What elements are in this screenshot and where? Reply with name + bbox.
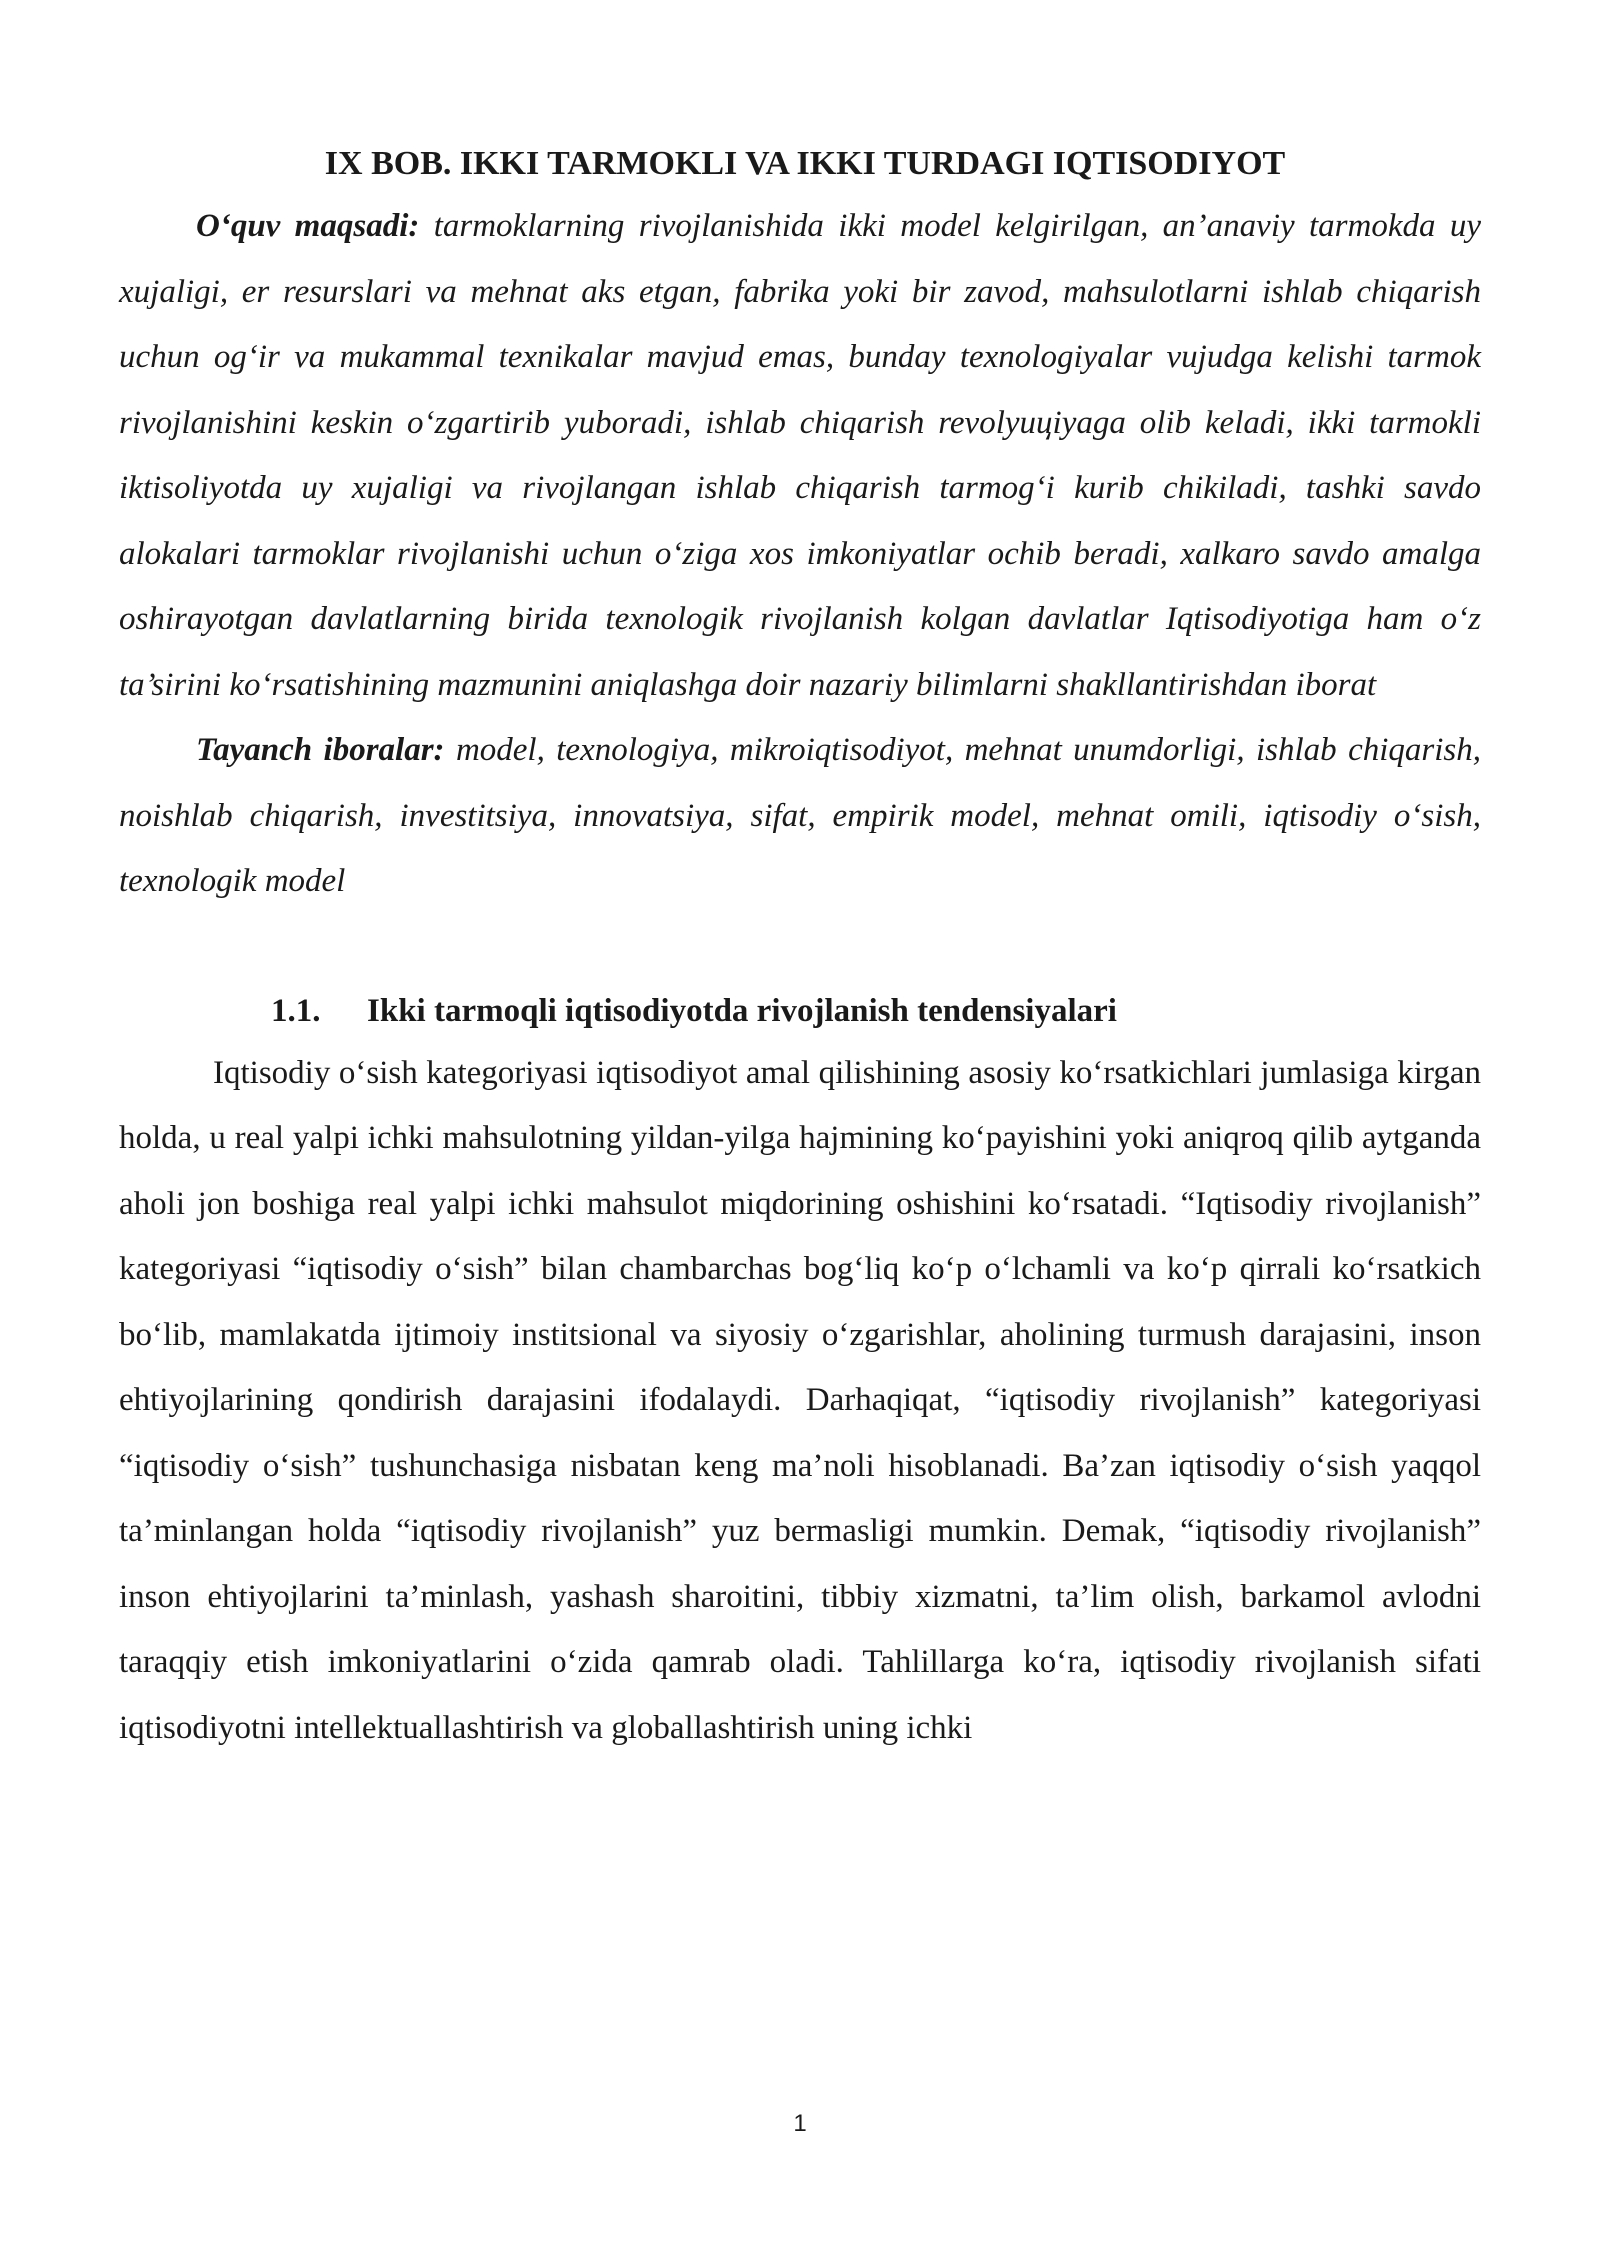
keywords-label: Tayanch iboralar: xyxy=(196,732,445,768)
keywords-paragraph xyxy=(119,718,1481,915)
section-heading xyxy=(119,981,1481,1041)
section-number: 1.1. xyxy=(271,992,321,1029)
objective-text: tarmoklarning rivojlanishida ikki model kelgirilgan, an’anaviy tarmokda uy xujaligi, er resurslari va mehnat aks etgan, fabrika yoki bir zavod, mahsulotlarni ishlab chiqarish uchun og‘ir va mukammal texnikalar mavjud emas, bunday texnologiyalar vujudga kelishi tarmok rivojlanishini keskin o‘zgartirib yuboradi, ishlab chiqarish revolyuцiyaga olib keladi, ikki tarmokli iktisoliyotda uy xujaligi va rivojlangan ishlab chiqarish tarmog‘i kurib chikiladi, tashki savdo alokalari tarmoklar rivojlanishi uchun o‘ziga xos imkoniyatlar ochib beradi, xalkaro savdo amalga oshirayotgan davlatlarning birida texnologik rivojlanish kolgan davlatlar Iqtisodiyotiga ham o‘z ta’sirini ko‘rsatishining mazmunini aniqlashga doir nazariy bilimlarni shakllantirishdan iborat xyxy=(119,208,1481,703)
section-title: Ikki tarmoqli iqtisodiyotda rivojlanish tendensiyalari xyxy=(367,992,1117,1029)
page-number: 1 xyxy=(793,2110,807,2137)
objective-label: O‘quv maqsadi: xyxy=(196,208,420,244)
chapter-title: IX BOB. IKKI TARMOKLI VA IKKI TURDAGI IQTISODIYOT xyxy=(324,145,1286,182)
keywords-text: model, texnologiya, mikroiqtisodiyot, mehnat unumdorligi, ishlab chiqarish, noishlab chiqarish, investitsiya, innovatsiya, sifat, empirik model, mehnat omili, iqtisodiy o‘sish, texnologik model xyxy=(119,732,1481,899)
objective-paragraph xyxy=(119,194,1481,718)
document-page xyxy=(119,134,1481,1761)
section-body: Iqtisodiy o‘sish kategoriyasi iqtisodiyot amal qilishining asosiy ko‘rsatkichlari jumlasiga kirgan holda, u real yalpi ichki mahsulotning yildan-yilga hajmining ko‘payishini yoki aniqroq qilib aytganda aholi jon boshiga real yalpi ichki mahsulot miqdorining oshishini ko‘rsatadi. “Iqtisodiy rivojlanish” kategoriyasi “iqtisodiy o‘sish” bilan chambarchas bog‘liq ko‘p o‘lchamli va ko‘p qirrali ko‘rsatkich bo‘lib, mamlakatda ijtimoiy institsional va siyosiy o‘zgarishlar, aholining turmush darajasini, inson ehtiyojlarining qondirish darajasini ifodalaydi. Darhaqiqat, “iqtisodiy rivojlanish” kategoriyasi “iqtisodiy o‘sish” tushunchasiga nisbatan keng ma’noli hisoblanadi. Ba’zan iqtisodiy o‘sish yaqqol ta’minlangan holda “iqtisodiy rivojlanish” yuz bermasligi mumkin. Demak, “iqtisodiy rivojlanish” inson ehtiyojlarini ta’minlash, yashash sharoitini, tibbiy xizmatni, ta’lim olish, barkamol avlodni taraqqiy etish imkoniyatlarini o‘zida qamrab oladi. Tahlillarga ko‘ra, iqtisodiy rivojlanish sifati iqtisodiyotni intellektuallashtirish va globallashtirish uning ichki xyxy=(119,1054,1481,1746)
